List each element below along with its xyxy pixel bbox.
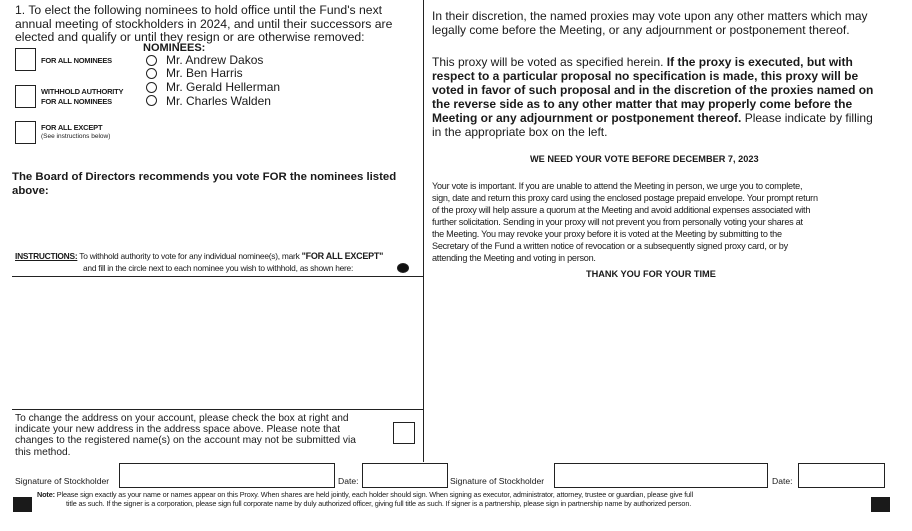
board-recommendation: [12, 171, 396, 198]
nominee-name: Mr. Charles Walden: [166, 94, 271, 108]
voting-bold: voted in favor of such proposal and in the discretion of the proxies named on: [432, 83, 874, 97]
instructions-text: and fill in the circle next to each nominee you wish to withhold, as shown here:: [83, 263, 354, 273]
nominee-circle[interactable]: [146, 68, 157, 79]
nominee-name: Mr. Ben Harris: [166, 66, 243, 80]
discretion-text: [432, 9, 868, 37]
board-line: above:: [12, 184, 49, 197]
instructions: [15, 250, 383, 274]
voting-bold: the reverse side as to any other matter that may properly come before the: [432, 97, 853, 111]
thank-you: THANK YOU FOR YOUR TIME: [586, 269, 716, 279]
except-label-line: FOR ALL EXCEPT: [41, 123, 103, 132]
address-change-text: [15, 413, 356, 458]
date-field[interactable]: [362, 463, 448, 488]
voting-bold: respect to a particular proposal no specification is made, this proxy will be: [432, 69, 859, 83]
nominee-name: Mr. Andrew Dakos: [166, 53, 264, 67]
column-divider: [423, 0, 424, 462]
address-change-checkbox[interactable]: [393, 422, 415, 444]
proposal-text: [15, 4, 392, 45]
nominee-circle[interactable]: [146, 95, 157, 106]
instructions-label: INSTRUCTIONS:: [15, 251, 78, 261]
withhold-label: [41, 87, 123, 106]
vote-line: attending the Meeting and voting in person.: [432, 253, 596, 263]
registration-mark-icon: [13, 497, 32, 512]
filled-circle-example-icon: [397, 263, 409, 273]
signature-field[interactable]: [119, 463, 335, 488]
for-all-label: FOR ALL NOMINEES: [41, 56, 112, 65]
address-line: this method.: [15, 446, 71, 458]
vote-line: of the proxy will help assure a quorum at the Meeting and avoid additional expenses associated with: [432, 205, 811, 215]
vote-line: Secretary of the Fund a written notice of revocation or a subsequently signed proxy card, or by: [432, 241, 788, 251]
vote-line: sign, date and return this proxy card using the enclosed postage prepaid envelope. Your prompt return: [432, 193, 818, 203]
signature-label: Signature of Stockholder: [15, 476, 110, 486]
instructions-text: To withhold authority to vote for any individual nominee(s), mark: [77, 251, 302, 261]
proposal-line: annual meeting of stockholders in 2024, and until their successors are: [15, 16, 393, 31]
proposal-line: elected and qualify or until they resign or are otherwise removed:: [15, 30, 365, 44]
board-line: The Board of Directors recommends you vote FOR the nominees listed: [12, 171, 397, 183]
registration-mark-icon: [871, 497, 890, 512]
for-all-except-checkbox[interactable]: [15, 121, 36, 144]
divider: [12, 276, 423, 277]
withhold-label-line: FOR ALL NOMINEES: [41, 96, 112, 106]
nominee-name: Mr. Gerald Hellerman: [166, 80, 281, 94]
address-line: indicate your new address in the address space above. Please note that: [15, 424, 341, 436]
proposal-line: 1. To elect the following nominees to hold office until the Fund's next: [15, 3, 383, 17]
date-label: Date:: [772, 476, 793, 486]
address-line: To change the address on your account, please check the box at right and: [15, 413, 349, 424]
vote-line: the Meeting. You may revoke your proxy before it is voted at the Meeting by submitting to the: [432, 229, 782, 239]
withhold-label-line: WITHHOLD AUTHORITY: [41, 87, 124, 96]
note-text: title as such. If the signer is a corporation, please sign full corporate name by duly authorized officer, giving full title as such. If signer is a partnership, please sign in partnership name by authorized person.: [66, 499, 692, 509]
instructions-emphasis: "FOR ALL EXCEPT": [301, 251, 384, 261]
signing-note: [37, 490, 693, 509]
note-text: Please sign exactly as your name or names appear on this Proxy. When shares are held jointly, each holder should sign. When signing as executor, administrator, attorney, trustee or guardian, please give full: [56, 490, 693, 499]
voting-bold: Meeting or any adjournment or postponement thereof.: [432, 111, 742, 125]
nominees-heading: NOMINEES:: [143, 42, 206, 54]
nominee-circle[interactable]: [146, 55, 157, 66]
withhold-checkbox[interactable]: [15, 85, 36, 108]
signature-field[interactable]: [554, 463, 768, 488]
signature-label: Signature of Stockholder: [450, 476, 545, 486]
voting-plain: Please indicate by filling: [741, 111, 873, 125]
vote-importance-text: [432, 180, 818, 264]
voting-plain: in the appropriate box on the left.: [432, 125, 608, 139]
note-label: Note:: [37, 490, 55, 499]
date-label: Date:: [338, 476, 359, 486]
proxy-voting-text: [432, 55, 873, 139]
nominee-circle[interactable]: [146, 82, 157, 93]
vote-line: Your vote is important. If you are unable to attend the Meeting in person, we urge you to complete,: [432, 181, 803, 191]
for-all-checkbox[interactable]: [15, 48, 36, 71]
address-line: changes to the registered name(s) on the account may not be submitted via: [15, 435, 356, 447]
vote-line: further solicitation. Sending in your proxy will not prevent you from personally voting your shares at: [432, 217, 803, 227]
except-label-note: (See instructions below): [41, 133, 111, 140]
date-field[interactable]: [798, 463, 885, 488]
voting-plain: This proxy will be voted as specified herein.: [432, 55, 667, 69]
discretion-line: In their discretion, the named proxies may vote upon any other matters which may: [432, 9, 868, 23]
divider: [12, 409, 423, 410]
discretion-line: legally come before the Meeting, or any adjournment or postponement thereof.: [432, 23, 850, 37]
for-all-except-label: [41, 123, 110, 141]
vote-deadline: WE NEED YOUR VOTE BEFORE DECEMBER 7, 2023: [530, 154, 759, 164]
voting-bold: If the proxy is executed, but with: [666, 55, 853, 69]
